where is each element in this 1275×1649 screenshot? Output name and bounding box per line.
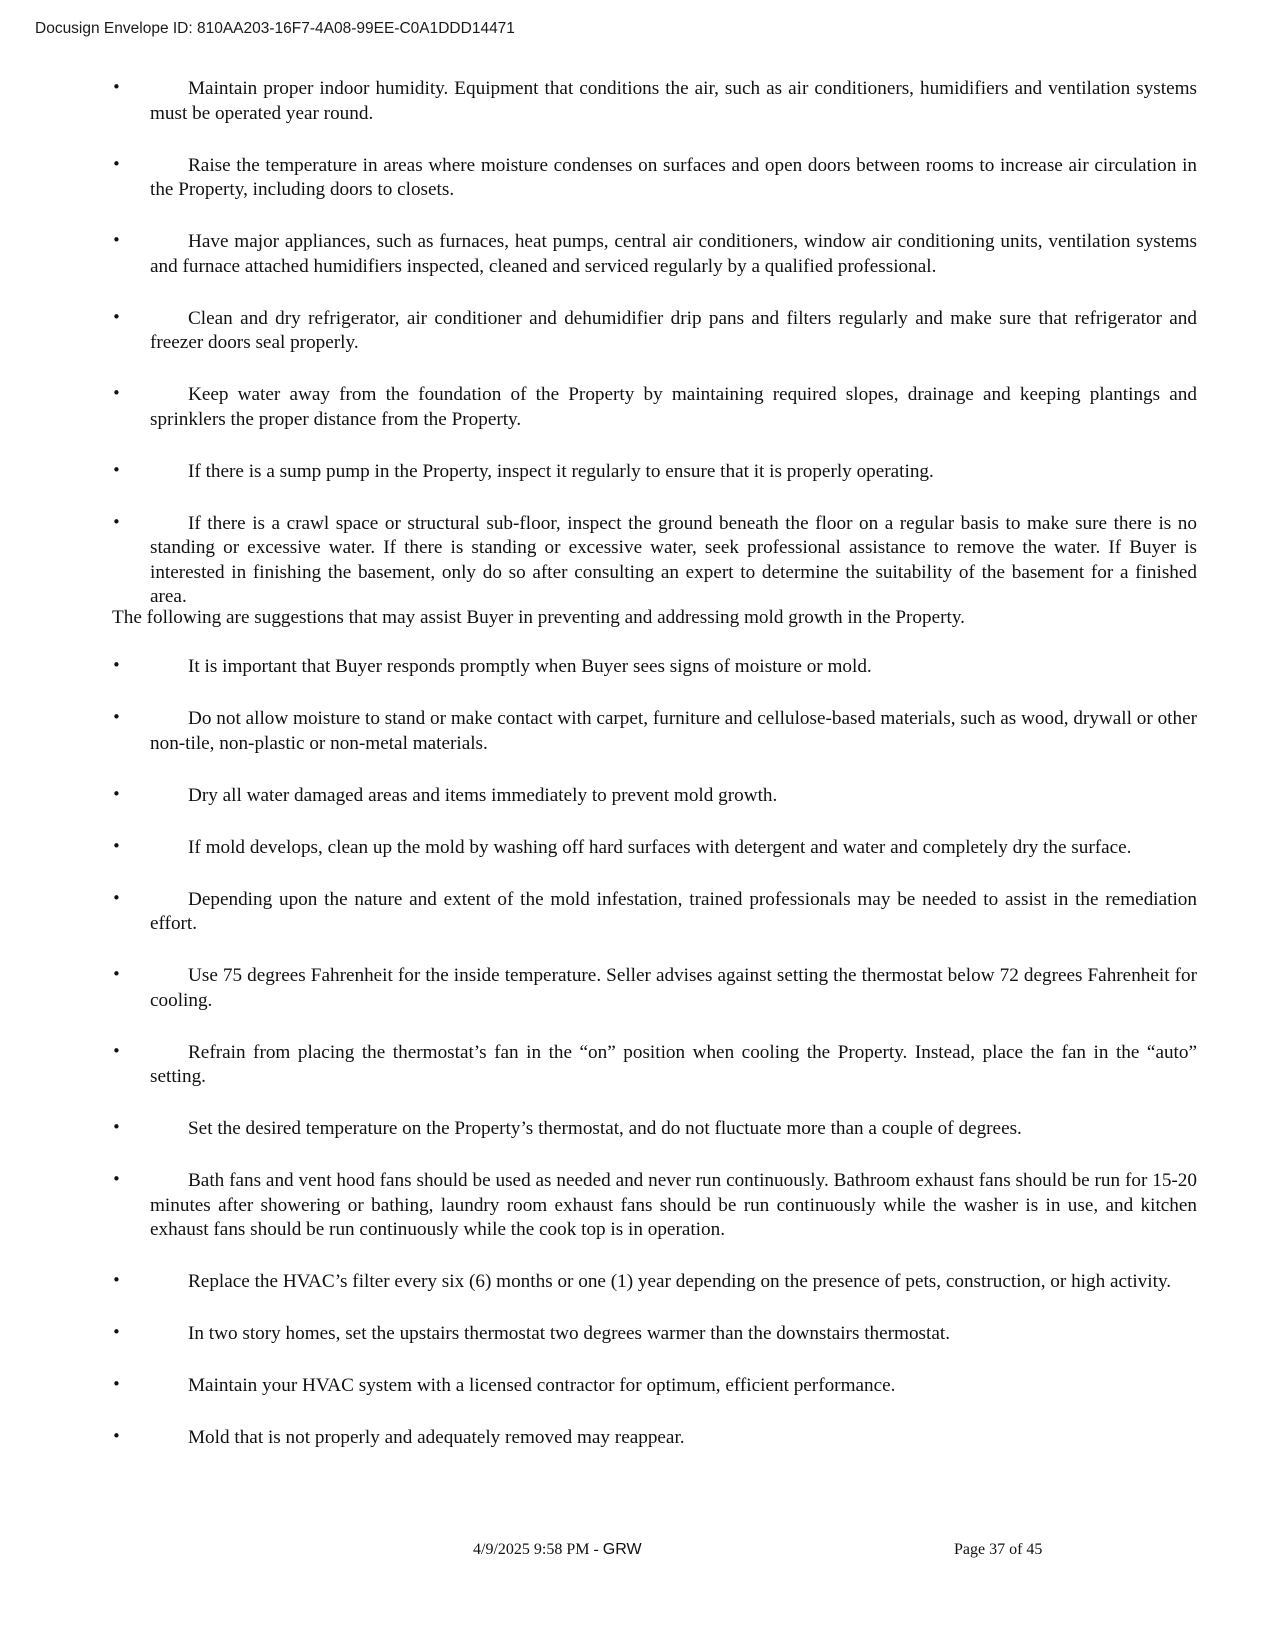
list-item-text: Do not allow moisture to stand or make contact with carpet, furniture and cellulose-based materials, such as wood, drywall or other non-tile, non-plastic or non-metal materials. <box>150 708 1197 754</box>
list-item-text: It is important that Buyer responds promptly when Buyer sees signs of moisture or mold. <box>188 656 872 677</box>
footer-timestamp <box>473 1541 642 1559</box>
list-item <box>112 1426 1197 1451</box>
bullet-icon: • <box>112 784 121 803</box>
list-item-text: Use 75 degrees Fahrenheit for the inside temperature. Seller advises against setting the thermostat below 72 degrees Fahrenheit for cooling. <box>150 965 1197 1011</box>
list-item-text: Keep water away from the foundation of the Property by maintaining required slopes, drainage and keeping plantings and sprinklers the proper distance from the Property. <box>150 384 1197 430</box>
bullet-icon: • <box>112 656 121 674</box>
bullet-icon: • <box>112 965 121 983</box>
list-item <box>112 1270 1197 1295</box>
list-item <box>112 77 1197 126</box>
list-item-text: Depending upon the nature and extent of the mold infestation, trained professionals may be needed to assist in the remediation effort. <box>150 888 1197 934</box>
list-item <box>112 964 1197 1013</box>
mold-suggestions-intro: The following are suggestions that may assist Buyer in preventing and addressing mold growth in the Property. <box>112 606 965 628</box>
list-item-text: Replace the HVAC’s filter every six (6) months or one (1) year depending on the presence of pets, construction, or high activity. <box>188 1271 1172 1292</box>
list-item-text: If there is a sump pump in the Property, inspect it regularly to ensure that it is properly operating. <box>188 460 934 482</box>
list-item-text: In two story homes, set the upstairs thermostat two degrees warmer than the downstairs thermostat. <box>188 1323 951 1344</box>
bullet-icon: • <box>112 1170 121 1188</box>
list-item-text: Dry all water damaged areas and items immediately to prevent mold growth. <box>188 784 778 806</box>
list-item <box>112 888 1197 937</box>
list-item <box>112 383 1197 432</box>
moisture-prevention-list <box>112 77 1197 610</box>
bullet-icon: • <box>112 78 121 96</box>
list-item <box>112 230 1197 279</box>
list-item-text: Mold that is not properly and adequately removed may reappear. <box>188 1427 685 1448</box>
list-item <box>112 1117 1197 1142</box>
mold-suggestions-list <box>112 655 1197 1451</box>
footer-initials: GRW <box>602 1541 642 1558</box>
list-item-text: Bath fans and vent hood fans should be used as needed and never run continuously. Bathroom exhaust fans should be run for 15-20 minutes after showering or bathing, laundry room exhaust fans should be run continuously while the washer is in use, and kitchen exhaust fans should be run continuously while the cook top is in operation. <box>150 1170 1197 1240</box>
bullet-icon: • <box>112 1041 121 1060</box>
bullet-icon: • <box>112 154 121 173</box>
envelope-id: Docusign Envelope ID: 810AA203-16F7-4A08-99EE-C0A1DDD14471 <box>35 20 515 37</box>
list-item <box>112 655 1197 680</box>
bullet-icon: • <box>112 708 121 726</box>
list-item <box>112 1322 1197 1347</box>
list-item <box>112 154 1197 203</box>
list-item-text: If mold develops, clean up the mold by washing off hard surfaces with detergent and water and completely dry the surface. <box>188 836 1132 858</box>
list-item-text: Raise the temperature in areas where moisture condenses on surfaces and open doors between rooms to increase air circulation in the Property, including doors to closets. <box>150 154 1197 200</box>
list-item <box>112 836 1197 861</box>
bullet-icon: • <box>112 1271 121 1289</box>
list-item <box>112 1374 1197 1399</box>
list-item-text: Maintain your HVAC system with a licensed contractor for optimum, efficient performance. <box>188 1375 896 1396</box>
bullet-icon: • <box>112 1118 121 1136</box>
bullet-icon: • <box>112 836 121 855</box>
bullet-icon: • <box>112 231 121 249</box>
bullet-icon: • <box>112 1323 121 1341</box>
list-item-text: Set the desired temperature on the Property’s thermostat, and do not fluctuate more than a couple of degrees. <box>188 1118 1022 1139</box>
bullet-icon: • <box>112 460 121 479</box>
bullet-icon: • <box>112 888 121 907</box>
list-item <box>112 784 1197 809</box>
footer-date: 4/9/2025 9:58 PM - <box>473 1541 603 1558</box>
list-item <box>112 707 1197 756</box>
document-body <box>112 77 1197 1451</box>
bullet-icon: • <box>112 1375 121 1393</box>
list-item <box>112 512 1197 610</box>
list-item <box>112 1169 1197 1243</box>
bullet-icon: • <box>112 512 121 531</box>
bullet-icon: • <box>112 1427 121 1445</box>
list-item <box>112 1041 1197 1090</box>
list-item-text: Have major appliances, such as furnaces, heat pumps, central air conditioners, window air conditioning units, ventilation systems and furnace attached humidifiers inspected, cleaned and serviced regularly by a qualified professional. <box>150 231 1197 277</box>
list-item <box>112 307 1197 356</box>
list-item-text: Maintain proper indoor humidity. Equipment that conditions the air, such as air conditioners, humidifiers and ventilation systems must be operated year round. <box>150 78 1197 124</box>
list-item-text: If there is a crawl space or structural sub-floor, inspect the ground beneath the floor on a regular basis to make sure there is no standing or excessive water. If there is standing or excessive water, seek professional assistance to remove the water. If Buyer is interested in finishing the basement, only do so after consulting an expert to determine the suitability of the basement for a finished area. <box>150 512 1197 607</box>
page-number: Page 37 of 45 <box>954 1541 1043 1558</box>
list-item <box>112 460 1197 485</box>
bullet-icon: • <box>112 384 121 402</box>
bullet-icon: • <box>112 307 121 326</box>
list-item-text: Clean and dry refrigerator, air conditioner and dehumidifier drip pans and filters regularly and make sure that refrigerator and freezer doors seal properly. <box>150 307 1197 353</box>
list-item-text: Refrain from placing the thermostat’s fan in the “on” position when cooling the Property. Instead, place the fan in the “auto” setting. <box>150 1041 1197 1087</box>
